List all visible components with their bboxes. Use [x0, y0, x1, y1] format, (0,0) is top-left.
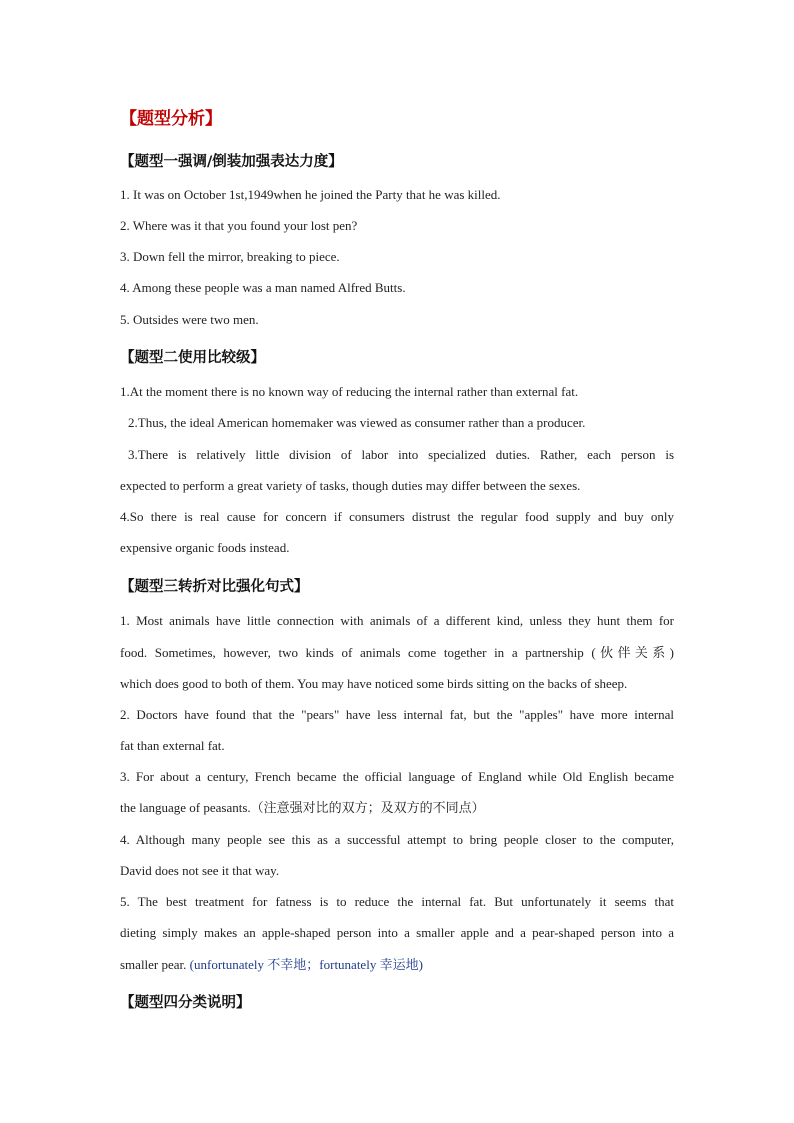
paragraph-line: 4.So there is real cause for concern if consumers distrust the regular food supply and buy only — [120, 509, 674, 524]
paragraph-line: 5. Outsides were two men. — [120, 312, 259, 327]
paragraph-line: 2. Where was it that you found your lost pen? — [120, 218, 358, 233]
section-heading-4: 【题型四分类说明】 — [120, 995, 251, 1011]
paragraph-line: 4. Although many people see this as a successful attempt to bring people closer to the computer, — [120, 832, 674, 847]
paragraph-line: 3.There is relatively little division of labor into specialized duties. Rather, each person is — [128, 447, 674, 462]
section-heading-2: 【题型二使用比较级】 — [120, 350, 265, 366]
paragraph-line: expensive organic foods instead. — [120, 540, 290, 555]
section-heading-1: 【题型一强调/倒装加强表达力度】 — [120, 154, 343, 170]
paragraph-line: 1.At the moment there is no known way of reducing the internal rather than external fat. — [120, 384, 579, 399]
vocabulary-note: (unfortunately 不幸地；fortunately 幸运地) — [189, 957, 423, 972]
paragraph-line: fat than external fat. — [120, 738, 225, 753]
paragraph-line: 5. The best treatment for fatness is to reduce the internal fat. But unfortunately it seems that — [120, 894, 674, 909]
paragraph-text: smaller pear. — [120, 957, 190, 972]
page-title: 【题型分析】 — [120, 109, 222, 129]
paragraph-line: dieting simply makes an apple-shaped person into a smaller apple and a pear-shaped person into a — [120, 925, 674, 940]
paragraph-line: 1. Most animals have little connection with animals of a different kind, unless they hunt them for — [120, 613, 674, 628]
section-heading-3: 【题型三转折对比强化句式】 — [120, 579, 309, 595]
paragraph-line: the language of peasants.（注意强对比的双方；及双方的不同点） — [120, 800, 485, 815]
paragraph-line: 3. Down fell the mirror, breaking to piece. — [120, 249, 340, 264]
paragraph-line: David does not see it that way. — [120, 863, 280, 878]
paragraph-line: 1. It was on October 1st,1949when he joined the Party that he was killed. — [120, 187, 501, 202]
paragraph-line: 4. Among these people was a man named Alfred Butts. — [120, 280, 406, 295]
paragraph-line: 2.Thus, the ideal American homemaker was viewed as consumer rather than a producer. — [128, 415, 586, 430]
paragraph-line: expected to perform a great variety of tasks, though duties may differ between the sexes. — [120, 478, 581, 493]
paragraph-line: food. Sometimes, however, two kinds of animals come together in a partnership (伙伴关系) — [120, 645, 674, 660]
paragraph-line-with-note — [120, 956, 674, 974]
paragraph-line: 3. For about a century, French became the official language of England while Old English became — [120, 769, 674, 784]
paragraph-line: 2. Doctors have found that the "pears" have less internal fat, but the "apples" have more internal — [120, 707, 674, 722]
paragraph-line: which does good to both of them. You may have noticed some birds sitting on the backs of sheep. — [120, 676, 628, 691]
